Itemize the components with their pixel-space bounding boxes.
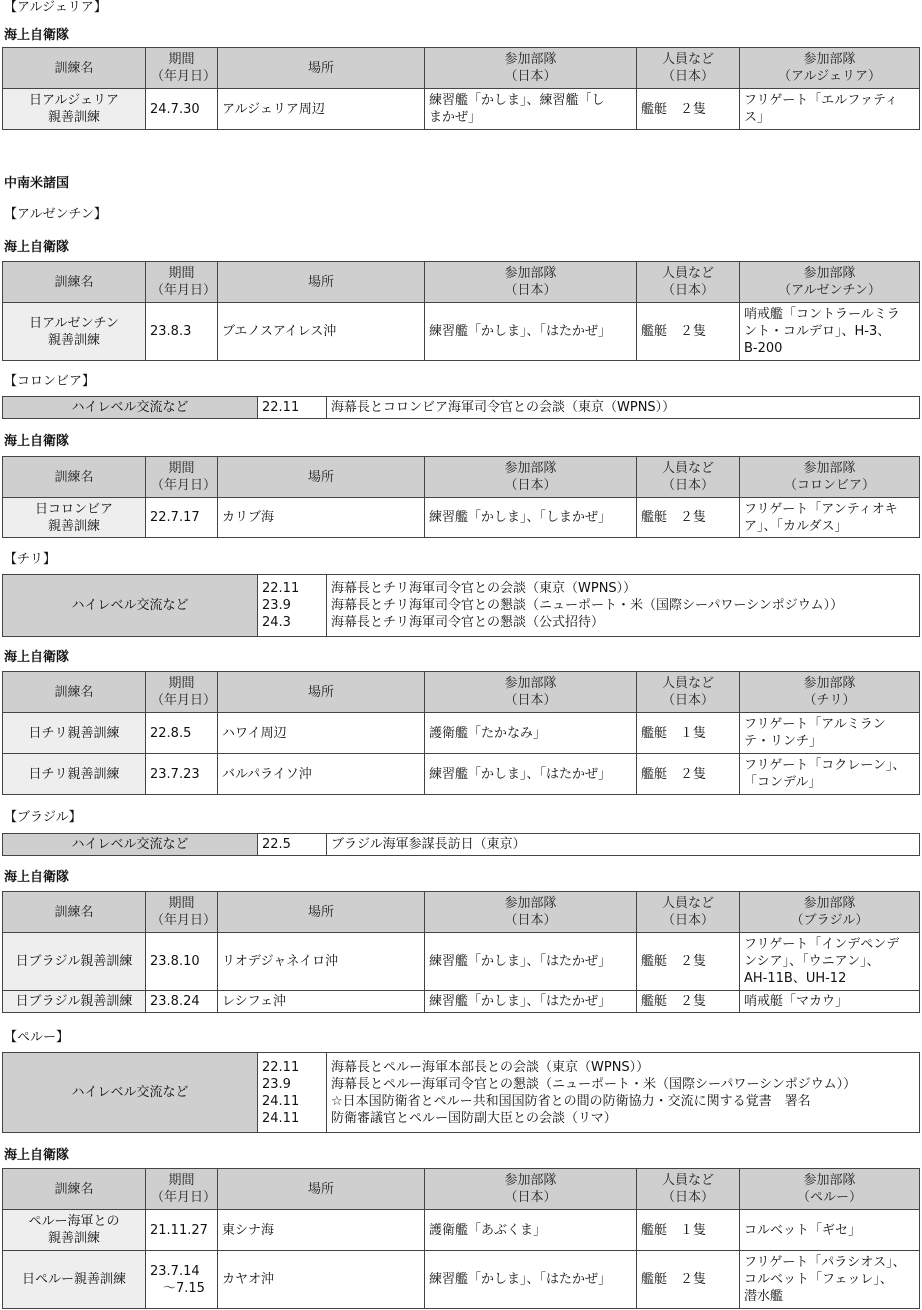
highlevel-date: 24.11	[262, 1110, 300, 1126]
msdf-label: 海上自衛隊	[4, 434, 70, 449]
msdf-label: 海上自衛隊	[4, 1148, 70, 1163]
personnel-cell: 艦艇 ２隻	[637, 303, 740, 361]
msdf-label: 海上自衛隊	[4, 870, 70, 885]
personnel-cell: 艦艇 ２隻	[637, 1251, 740, 1309]
highlevel-item: 海幕長とチリ海軍司令官との会談（東京（WPNS））	[331, 581, 637, 596]
japan-units-cell: 練習艦「かしま」、「しまかぜ」	[425, 498, 637, 538]
section-title-algeria: 【アルジェリア】	[4, 0, 107, 15]
highlevel-item: 海幕長とチリ海軍司令官との懇談（公式招待）	[331, 615, 605, 630]
exercise-name-cell: 日アルジェリア 親善訓練	[3, 89, 146, 130]
personnel-cell: 艦艇 １隻	[637, 713, 740, 754]
section-title-chile: 【チリ】	[4, 552, 57, 567]
highlevel-label: ハイレベル交流など	[3, 575, 258, 637]
header-exercise-name: 訓練名	[3, 1169, 146, 1210]
japan-units-cell: 練習艦「かしま」、練習艦「し まかぜ」	[425, 89, 637, 130]
header-place: 場所	[218, 672, 425, 713]
header-exercise-name: 訓練名	[3, 48, 146, 89]
peru-highlevel-table	[2, 1052, 920, 1133]
highlevel-item: 海幕長とコロンビア海軍司令官との会談（東京（WPNS））	[331, 400, 676, 415]
partner-units-cell: 哨戒艇「マカウ」	[740, 991, 920, 1013]
header-units-partner: 参加部隊 （ペルー）	[740, 1169, 920, 1210]
header-period: 期間 （年月日）	[146, 1169, 218, 1210]
partner-units-cell: フリゲート「インデペンデ ンシア」、「ウニアン」、 AH-11B、UH-12	[740, 933, 920, 991]
algeria-exercise-table	[2, 47, 920, 130]
colombia-exercise-table	[2, 456, 920, 538]
place-cell: ブエノスアイレス沖	[218, 303, 425, 361]
partner-units-cell: コルベット「ギセ」	[740, 1210, 920, 1251]
highlevel-dates	[258, 1053, 327, 1133]
brazil-highlevel-table	[2, 833, 920, 856]
highlevel-item: 海幕長とチリ海軍司令官との懇談（ニューポート・米（国際シーパワーシンポジウム））	[331, 598, 844, 613]
partner-units-cell: フリゲート「アンティオキ ア」、「カルダス」	[740, 498, 920, 538]
exercise-name-cell: 日ペルー親善訓練	[3, 1251, 146, 1309]
highlevel-item: ☆日本国防衛省とペルー共和国国防省との間の防衛協力・交流に関する覚書 署名	[331, 1093, 811, 1109]
header-exercise-name: 訓練名	[3, 672, 146, 713]
period-cell: 21.11.27	[146, 1210, 218, 1251]
highlevel-label: ハイレベル交流など	[3, 397, 258, 419]
exercise-name-cell: 日チリ親善訓練	[3, 713, 146, 754]
section-title-argentina: 【アルゼンチン】	[4, 207, 107, 222]
colombia-highlevel-table	[2, 396, 920, 419]
header-units-partner: 参加部隊 （ブラジル）	[740, 892, 920, 933]
table-row	[3, 713, 920, 754]
header-personnel-japan: 人員など （日本）	[637, 457, 740, 498]
table-row	[3, 89, 920, 130]
japan-units-cell: 護衛艦「あぶくま」	[425, 1210, 637, 1251]
table-row	[3, 498, 920, 538]
exercise-name-cell: 日ブラジル親善訓練	[3, 991, 146, 1013]
place-cell: バルパライソ沖	[218, 754, 425, 795]
japan-units-cell: 練習艦「かしま」、「はたかぜ」	[425, 754, 637, 795]
header-exercise-name: 訓練名	[3, 892, 146, 933]
exercise-name-cell: 日コロンビア 親善訓練	[3, 498, 146, 538]
place-cell: カヤオ沖	[218, 1251, 425, 1309]
header-exercise-name: 訓練名	[3, 457, 146, 498]
highlevel-dates	[258, 575, 327, 637]
highlevel-item: 防衛審議官とペルー国防副大臣との会談（リマ）	[331, 1110, 617, 1126]
chile-highlevel-table	[2, 574, 920, 637]
japan-units-cell: 練習艦「かしま」、「はたかぜ」	[425, 991, 637, 1013]
highlevel-items	[327, 575, 920, 637]
header-period: 期間 （年月日）	[146, 892, 218, 933]
period-cell: 23.8.10	[146, 933, 218, 991]
highlevel-date: 24.3	[262, 615, 291, 630]
personnel-cell: 艦艇 ２隻	[637, 89, 740, 130]
place-cell: ハワイ周辺	[218, 713, 425, 754]
personnel-cell: 艦艇 ２隻	[637, 933, 740, 991]
region-title: 中南米諸国	[4, 176, 70, 191]
place-cell: アルジェリア周辺	[218, 89, 425, 130]
period-cell: 23.7.23	[146, 754, 218, 795]
highlevel-items	[327, 834, 920, 856]
japan-units-cell: 練習艦「かしま」、「はたかぜ」	[425, 303, 637, 361]
header-place: 場所	[218, 48, 425, 89]
period-cell: 22.8.5	[146, 713, 218, 754]
highlevel-date: 22.11	[262, 400, 300, 415]
header-units-japan: 参加部隊 （日本）	[425, 48, 637, 89]
highlevel-date: 24.11	[262, 1093, 300, 1109]
place-cell: リオデジャネイロ沖	[218, 933, 425, 991]
header-period: 期間 （年月日）	[146, 457, 218, 498]
place-cell: カリブ海	[218, 498, 425, 538]
period-cell: 24.7.30	[146, 89, 218, 130]
header-units-partner: 参加部隊 （コロンビア）	[740, 457, 920, 498]
header-units-japan: 参加部隊 （日本）	[425, 892, 637, 933]
brazil-exercise-table	[2, 891, 920, 1013]
highlevel-item: 海幕長とペルー海軍司令官との懇談（ニューポート・米（国際シーパワーシンポジウム））	[331, 1076, 857, 1092]
highlevel-label: ハイレベル交流など	[3, 1053, 258, 1133]
partner-units-cell: フリゲート「アルミラン テ・リンチ」	[740, 713, 920, 754]
header-period: 期間 （年月日）	[146, 48, 218, 89]
argentina-exercise-table	[2, 261, 920, 361]
header-personnel-japan: 人員など （日本）	[637, 262, 740, 303]
period-cell: 22.7.17	[146, 498, 218, 538]
personnel-cell: 艦艇 ２隻	[637, 754, 740, 795]
header-place: 場所	[218, 1169, 425, 1210]
section-title-colombia: 【コロンビア】	[4, 374, 96, 389]
header-units-japan: 参加部隊 （日本）	[425, 1169, 637, 1210]
header-units-partner: 参加部隊 （アルジェリア）	[740, 48, 920, 89]
highlevel-date: 22.11	[262, 1059, 300, 1075]
header-units-japan: 参加部隊 （日本）	[425, 672, 637, 713]
table-row	[3, 1210, 920, 1251]
highlevel-label: ハイレベル交流など	[3, 834, 258, 856]
period-cell: 23.8.3	[146, 303, 218, 361]
exercise-name-cell: 日チリ親善訓練	[3, 754, 146, 795]
highlevel-dates	[258, 397, 327, 419]
partner-units-cell: フリゲート「パラシオス」、 コルベット「フェッレ」、 潜水艦	[740, 1251, 920, 1309]
chile-exercise-table	[2, 671, 920, 795]
msdf-label: 海上自衛隊	[4, 28, 70, 43]
japan-units-cell: 護衛艦「たかなみ」	[425, 713, 637, 754]
personnel-cell: 艦艇 １隻	[637, 1210, 740, 1251]
header-units-partner: 参加部隊 （アルゼンチン）	[740, 262, 920, 303]
header-place: 場所	[218, 457, 425, 498]
highlevel-items	[327, 1053, 920, 1133]
header-personnel-japan: 人員など （日本）	[637, 672, 740, 713]
highlevel-date: 23.9	[262, 1076, 291, 1092]
partner-units-cell: フリゲート「エルファティ ス」	[740, 89, 920, 130]
header-exercise-name: 訓練名	[3, 262, 146, 303]
header-units-japan: 参加部隊 （日本）	[425, 262, 637, 303]
highlevel-dates	[258, 834, 327, 856]
header-place: 場所	[218, 892, 425, 933]
highlevel-items	[327, 397, 920, 419]
partner-units-cell: フリゲート「コクレーン」、 「コンデル」	[740, 754, 920, 795]
exercise-name-cell: 日アルゼンチン 親善訓練	[3, 303, 146, 361]
exercise-name-cell: ペルー海軍との 親善訓練	[3, 1210, 146, 1251]
personnel-cell: 艦艇 ２隻	[637, 991, 740, 1013]
personnel-cell: 艦艇 ２隻	[637, 498, 740, 538]
highlevel-date: 22.11	[262, 581, 300, 596]
section-title-peru: 【ペルー】	[4, 1030, 70, 1045]
highlevel-date: 23.9	[262, 598, 291, 613]
partner-units-cell: 哨戒艦「コントラールミラ ント・コルデロ」、H-3、 B-200	[740, 303, 920, 361]
table-row	[3, 1251, 920, 1309]
place-cell: レシフェ沖	[218, 991, 425, 1013]
table-row	[3, 991, 920, 1013]
header-place: 場所	[218, 262, 425, 303]
highlevel-item: ブラジル海軍参謀長訪日（東京）	[331, 837, 526, 852]
header-period: 期間 （年月日）	[146, 262, 218, 303]
header-units-japan: 参加部隊 （日本）	[425, 457, 637, 498]
header-personnel-japan: 人員など （日本）	[637, 1169, 740, 1210]
highlevel-item: 海幕長とペルー海軍本部長との会談（東京（WPNS））	[331, 1059, 650, 1075]
msdf-label: 海上自衛隊	[4, 240, 70, 255]
period-cell: 23.8.24	[146, 991, 218, 1013]
japan-units-cell: 練習艦「かしま」、「はたかぜ」	[425, 933, 637, 991]
japan-units-cell: 練習艦「かしま」、「はたかぜ」	[425, 1251, 637, 1309]
place-cell: 東シナ海	[218, 1210, 425, 1251]
section-title-brazil: 【ブラジル】	[4, 810, 82, 825]
header-period: 期間 （年月日）	[146, 672, 218, 713]
peru-exercise-table	[2, 1168, 920, 1309]
table-row	[3, 754, 920, 795]
header-units-partner: 参加部隊 （チリ）	[740, 672, 920, 713]
table-row	[3, 303, 920, 361]
period-cell: 23.7.14 ～7.15	[146, 1251, 218, 1309]
header-personnel-japan: 人員など （日本）	[637, 892, 740, 933]
exercise-name-cell: 日ブラジル親善訓練	[3, 933, 146, 991]
table-row	[3, 933, 920, 991]
highlevel-date: 22.5	[262, 837, 291, 852]
msdf-label: 海上自衛隊	[4, 650, 70, 665]
header-personnel-japan: 人員など （日本）	[637, 48, 740, 89]
